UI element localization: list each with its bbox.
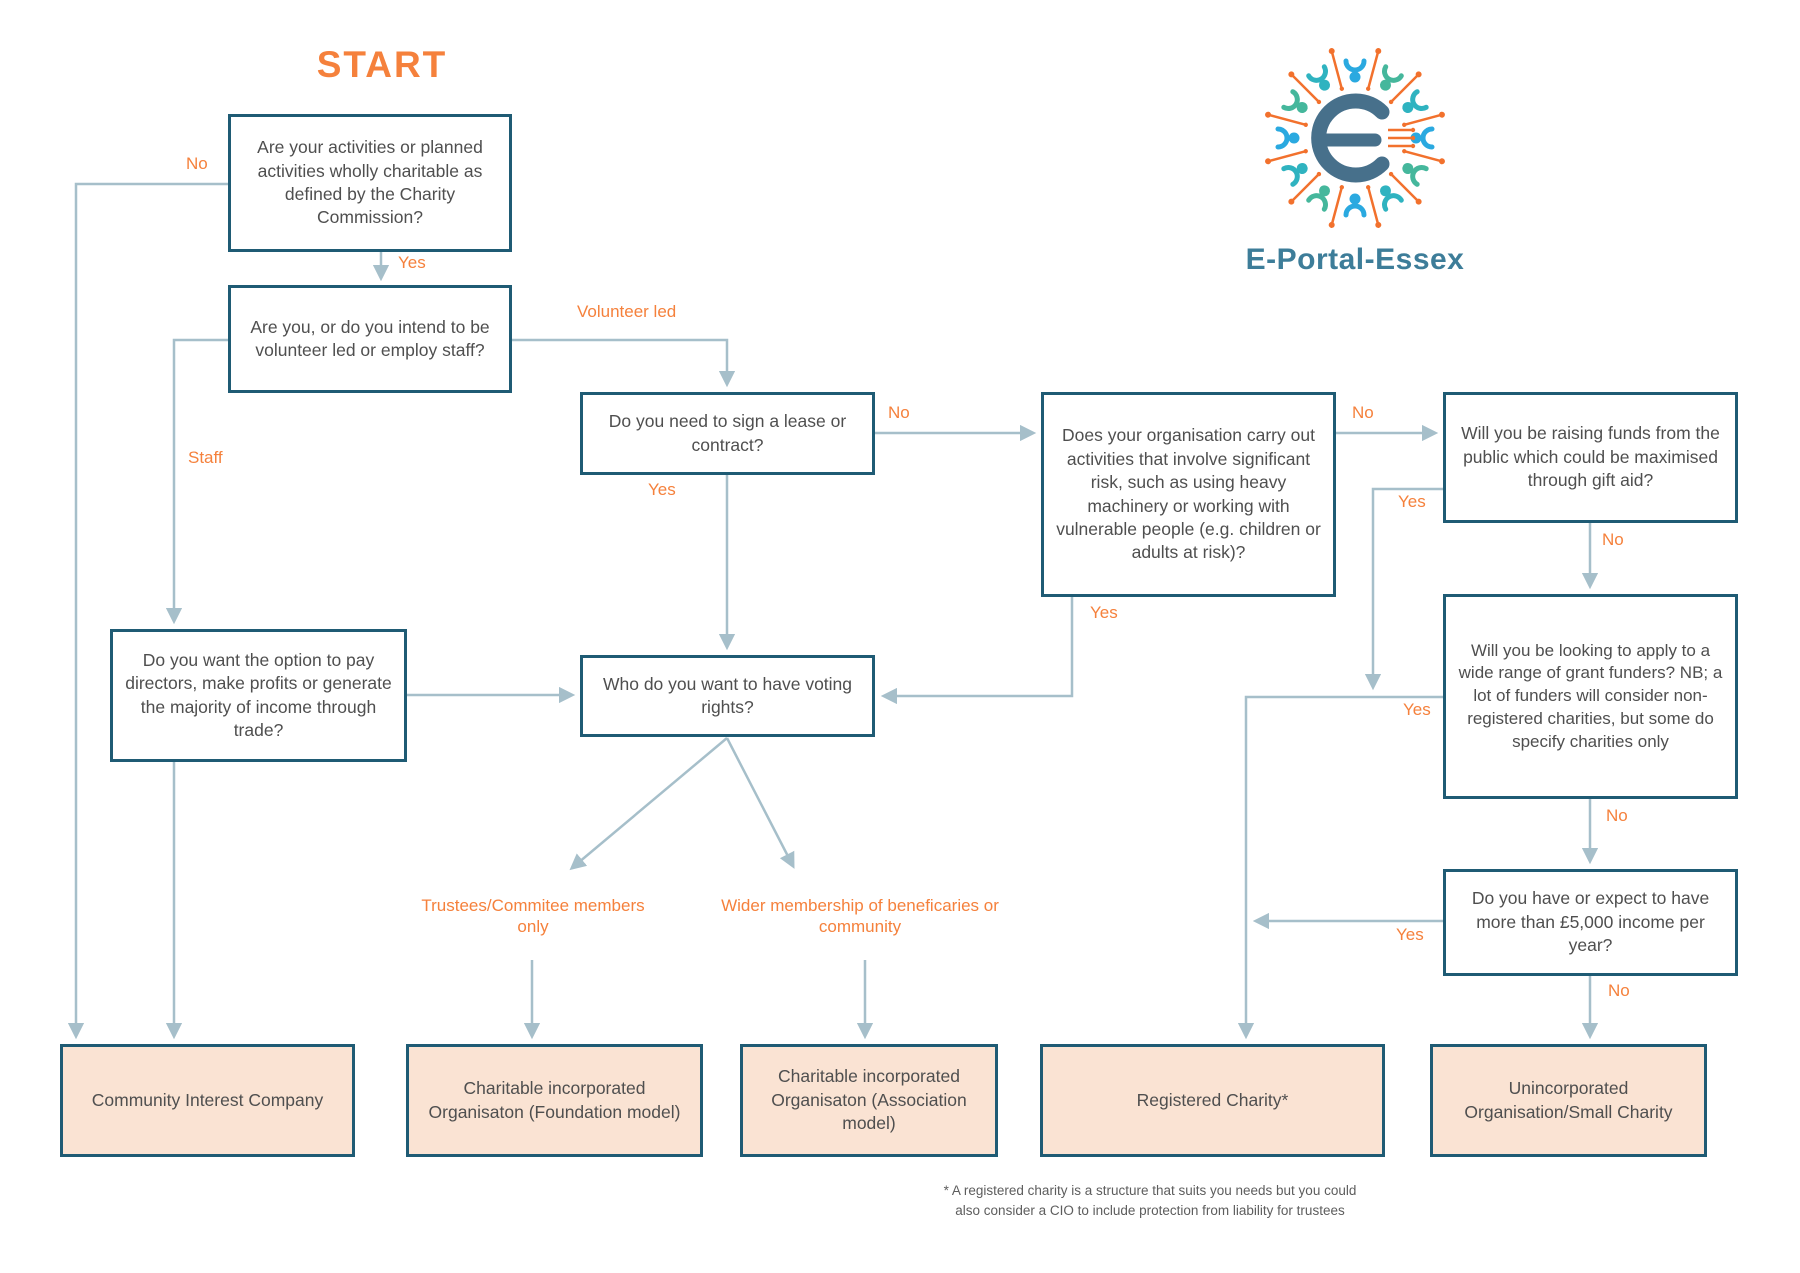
edge-q6-yes (1246, 697, 1443, 1036)
edge-label-q6-no: No (1606, 806, 1628, 825)
node-income-5000-question: Do you have or expect to have more than £5,000 income per year? (1443, 869, 1738, 976)
edge-label-q1-no: No (186, 154, 208, 173)
edge-q2-volunteer-led (512, 340, 727, 384)
node-significant-risk-question: Does your organisation carry out activities that involve significant risk, such as using heavy machinery or working with vulnerable people (e.g. children or adults at risk)? (1041, 392, 1336, 597)
edge-label-wider-membership: Wider membership of beneficaries or community (721, 896, 999, 937)
footnote-line-1: * A registered charity is a structure that suits you needs but you could (943, 1183, 1357, 1198)
edge-q2-staff (174, 340, 228, 621)
outcome-cio-association-model: Charitable incorporated Organisaton (Association model) (740, 1044, 998, 1157)
outcome-cio-foundation-model: Charitable incorporated Organisaton (Foundation model) (406, 1044, 703, 1157)
edge-label-q6-yes: Yes (1403, 700, 1431, 719)
edge-q4-yes (884, 597, 1072, 696)
edge-label-staff: Staff (188, 448, 223, 467)
outcome-registered-charity: Registered Charity* (1040, 1044, 1385, 1157)
node-wholly-charitable-question: Are your activities or planned activities wholly charitable as defined by the Charity Commission? (228, 114, 512, 252)
node-grant-funders-question: Will you be looking to apply to a wide range of grant funders? NB; a lot of funders will consider non-registered charities, but some do specify charities only (1443, 594, 1738, 799)
edge-label-q4-no: No (1352, 403, 1374, 422)
edge-label-q3-no: No (888, 403, 910, 422)
node-gift-aid-question: Will you be raising funds from the public which could be maximised through gift aid? (1443, 392, 1738, 523)
edge-label-q7-yes: Yes (1396, 925, 1424, 944)
edge-q9-trustees-diagonal (572, 738, 727, 868)
edge-label-q3-yes: Yes (648, 480, 676, 499)
e-portal-essex-logo (1255, 38, 1455, 238)
edge-q9-wider-diagonal (727, 738, 793, 866)
edge-label-q5-yes: Yes (1398, 492, 1426, 511)
edge-label-q5-no: No (1602, 530, 1624, 549)
edge-label-volunteer-led: Volunteer led (577, 302, 677, 321)
footnote-line-2: also consider a CIO to include protection from liability for trustees (955, 1202, 1345, 1218)
logo-e-glyph (1319, 101, 1416, 175)
edge-label-q4-yes: Yes (1090, 603, 1118, 622)
edge-q1-no (76, 184, 234, 1036)
logo-wordmark: E-Portal-Essex (1245, 243, 1465, 276)
edge-label-trustees-members-only: Trustees/Commitee members only (421, 896, 645, 937)
node-volunteer-or-staff-question: Are you, or do you intend to be volunteer led or employ staff? (228, 285, 512, 393)
node-lease-contract-question: Do you need to sign a lease or contract? (580, 392, 875, 475)
footnote (850, 1181, 1450, 1220)
outcome-community-interest-company: Community Interest Company (60, 1044, 355, 1157)
edge-label-q7-no: No (1608, 981, 1630, 1000)
edge-label-q1-yes: Yes (398, 253, 426, 272)
node-pay-directors-question: Do you want the option to pay directors, make profits or generate the majority of income through trade? (110, 629, 407, 762)
node-voting-rights-question: Who do you want to have voting rights? (580, 655, 875, 737)
outcome-unincorporated-organisation: Unincorporated Organisation/Small Charity (1430, 1044, 1707, 1157)
start-label: START (316, 44, 448, 85)
edge-q5-yes (1373, 489, 1443, 687)
